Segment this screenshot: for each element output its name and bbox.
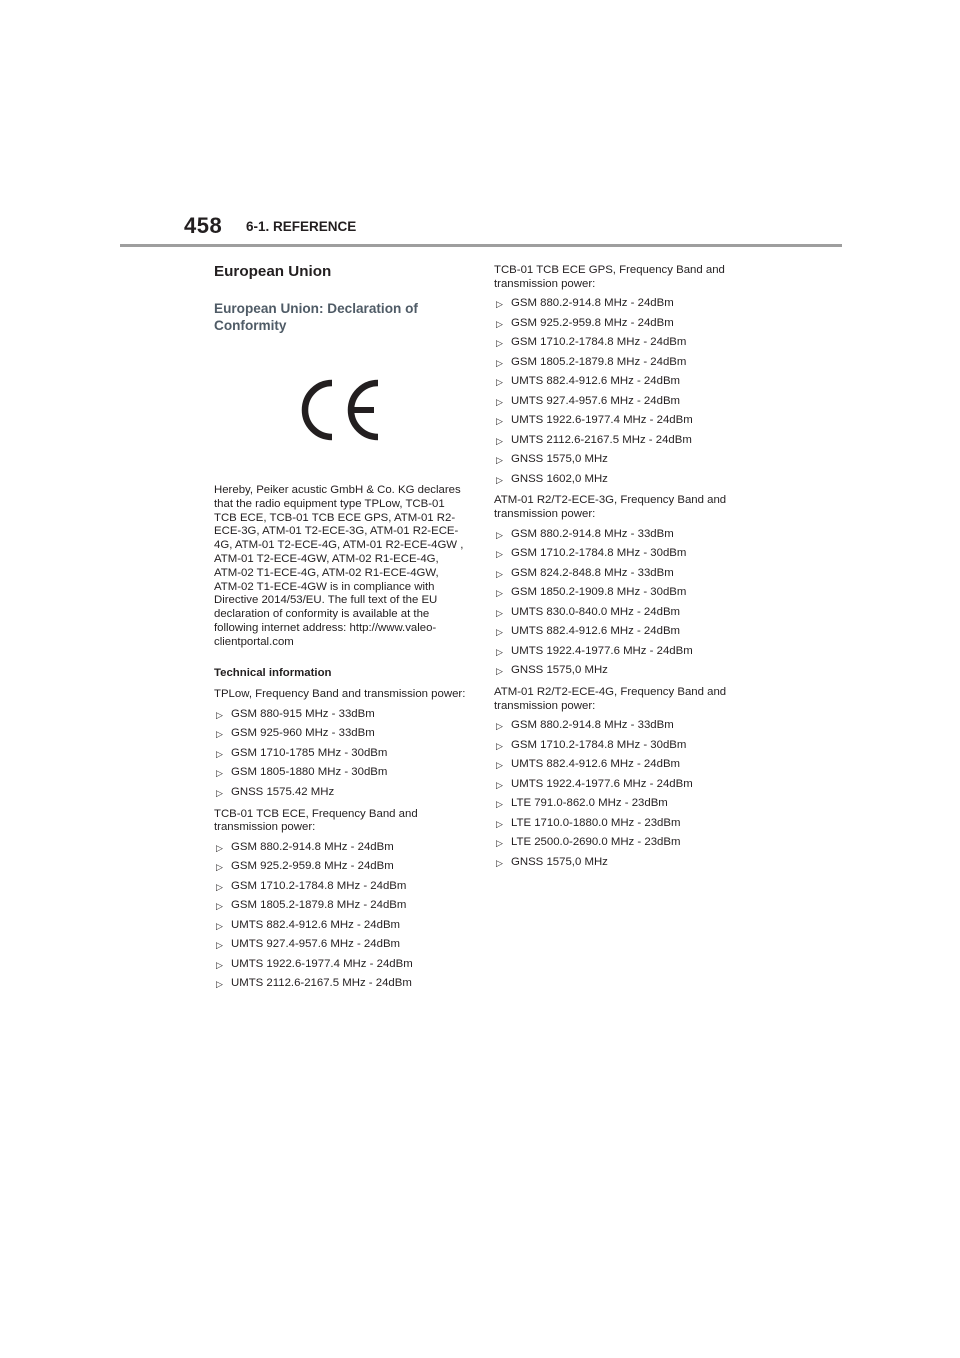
- bullet-triangle-icon: ▷: [496, 779, 503, 790]
- list-item: [494, 739, 748, 753]
- list-item: [214, 899, 468, 913]
- list-item: [494, 547, 748, 561]
- list-item-text: LTE 2500.0-2690.0 MHz - 23dBm: [511, 836, 681, 849]
- bullet-triangle-icon: ▷: [496, 299, 503, 310]
- list-item: [214, 860, 468, 874]
- list-item: [214, 919, 468, 933]
- list-item-text: GSM 925-960 MHz - 33dBm: [231, 727, 375, 740]
- list-item-text: UMTS 1922.6-1977.4 MHz - 24dBm: [231, 957, 413, 970]
- bullet-triangle-icon: ▷: [496, 357, 503, 368]
- bullet-triangle-icon: ▷: [216, 940, 223, 951]
- list-item-text: UMTS 830.0-840.0 MHz - 24dBm: [511, 605, 681, 618]
- list-item-text: GNSS 1602,0 MHz: [511, 472, 608, 485]
- bullet-triangle-icon: ▷: [496, 666, 503, 677]
- tcb-gps-list: [494, 297, 748, 486]
- list-item: [494, 645, 748, 659]
- bullet-triangle-icon: ▷: [216, 881, 223, 892]
- list-item-text: GSM 824.2-848.8 MHz - 33dBm: [511, 566, 674, 579]
- bullet-triangle-icon: ▷: [496, 474, 503, 485]
- bullet-triangle-icon: ▷: [216, 842, 223, 853]
- list-item: [494, 817, 748, 831]
- bullet-triangle-icon: ▷: [216, 959, 223, 970]
- list-item: [494, 297, 748, 311]
- list-item: [494, 434, 748, 448]
- heading-european-union: European Union: [214, 263, 332, 280]
- list-item-text: GSM 880.2-914.8 MHz - 33dBm: [511, 527, 674, 540]
- bullet-triangle-icon: ▷: [496, 740, 503, 751]
- bullet-triangle-icon: ▷: [496, 799, 503, 810]
- header-divider: [120, 244, 842, 247]
- list-item-text: GSM 925.2-959.8 MHz - 24dBm: [511, 316, 674, 329]
- list-item: [214, 938, 468, 952]
- list-item-text: UMTS 927.4-957.6 MHz - 24dBm: [231, 938, 401, 951]
- bullet-triangle-icon: ▷: [496, 455, 503, 466]
- technical-information-heading: Technical information: [214, 666, 332, 679]
- list-item: [494, 797, 748, 811]
- tcb-list: [214, 841, 468, 991]
- list-item: [494, 528, 748, 542]
- atm-3g-list: [494, 528, 748, 678]
- list-item: [214, 766, 468, 780]
- bullet-triangle-icon: ▷: [496, 760, 503, 771]
- list-item-text: GNSS 1575,0 MHz: [511, 664, 608, 677]
- list-item-text: LTE 1710.0-1880.0 MHz - 23dBm: [511, 816, 681, 829]
- list-item-text: UMTS 1922.4-1977.6 MHz - 24dBm: [511, 777, 693, 790]
- list-item-text: GSM 1850.2-1909.8 MHz - 30dBm: [511, 586, 687, 599]
- atm-4g-intro: ATM-01 R2/T2-ECE-4G, Frequency Band and transmission power:: [494, 685, 727, 712]
- declaration-text: Hereby, Peiker acustic GmbH & Co. KG declares that the radio equipment type TPLow, TCB-01 TCB ECE, TCB-01 TCB ECE GPS, ATM-01 R2-ECE-3G, ATM-01 T2-ECE-3G, ATM-01 R2-ECE-4G, ATM-01 T2-ECE-4G, ATM-01 R2-ECE-4GW , ATM-01 T2-ECE-4GW, ATM-02 R1-ECE-4G, ATM-02 T1-ECE-4G, ATM-02 R1-ECE-4GW, ATM-02 T1-ECE-4GW is in compliance with Directive 2014/53/EU. The full text of the EU declaration of conformity is available at the following internet address: http://www.valeo-clientportal.com: [214, 484, 464, 648]
- bullet-triangle-icon: ▷: [496, 377, 503, 388]
- list-item: [214, 708, 468, 722]
- list-item-text: GSM 1805-1880 MHz - 30dBm: [231, 766, 388, 779]
- bullet-triangle-icon: ▷: [216, 709, 223, 720]
- tplow-intro: TPLow, Frequency Band and transmission power:: [214, 688, 466, 701]
- list-item: [494, 856, 748, 870]
- right-column: [494, 264, 748, 869]
- list-item: [494, 836, 748, 850]
- list-item: [214, 727, 468, 741]
- list-item-text: GNSS 1575.42 MHz: [231, 785, 335, 798]
- list-item-text: GSM 1805.2-1879.8 MHz - 24dBm: [511, 355, 687, 368]
- list-item-text: UMTS 882.4-912.6 MHz - 24dBm: [511, 758, 681, 771]
- bullet-triangle-icon: ▷: [496, 396, 503, 407]
- list-item-text: GSM 1805.2-1879.8 MHz - 24dBm: [231, 899, 407, 912]
- bullet-triangle-icon: ▷: [496, 318, 503, 329]
- list-item: [494, 414, 748, 428]
- list-item-text: GSM 925.2-959.8 MHz - 24dBm: [231, 860, 394, 873]
- list-item: [214, 958, 468, 972]
- list-item-text: UMTS 927.4-957.6 MHz - 24dBm: [511, 394, 681, 407]
- left-column: [214, 262, 468, 991]
- list-item: [494, 625, 748, 639]
- list-item: [494, 758, 748, 772]
- list-item-text: GSM 880.2-914.8 MHz - 24dBm: [231, 840, 394, 853]
- list-item-text: GSM 1710.2-1784.8 MHz - 30dBm: [511, 547, 687, 560]
- list-item-text: GSM 880.2-914.8 MHz - 33dBm: [511, 719, 674, 732]
- list-item-text: UMTS 2112.6-2167.5 MHz - 24dBm: [231, 977, 412, 990]
- bullet-triangle-icon: ▷: [216, 901, 223, 912]
- list-item-text: GSM 1710.2-1784.8 MHz - 24dBm: [231, 879, 407, 892]
- list-item: [214, 841, 468, 855]
- list-item: [494, 606, 748, 620]
- list-item: [494, 395, 748, 409]
- page-number: 458: [184, 213, 223, 238]
- bullet-triangle-icon: ▷: [216, 748, 223, 759]
- bullet-triangle-icon: ▷: [216, 920, 223, 931]
- bullet-triangle-icon: ▷: [496, 588, 503, 599]
- ce-mark-icon: [294, 377, 382, 443]
- list-item-text: GSM 1710-1785 MHz - 30dBm: [231, 746, 388, 759]
- bullet-triangle-icon: ▷: [496, 857, 503, 868]
- list-item: [494, 778, 748, 792]
- bullet-triangle-icon: ▷: [496, 338, 503, 349]
- bullet-triangle-icon: ▷: [496, 416, 503, 427]
- list-item-text: UMTS 1922.6-1977.4 MHz - 24dBm: [511, 414, 693, 427]
- list-item: [214, 747, 468, 761]
- list-item: [494, 317, 748, 331]
- bullet-triangle-icon: ▷: [496, 838, 503, 849]
- bullet-triangle-icon: ▷: [496, 607, 503, 618]
- bullet-triangle-icon: ▷: [216, 979, 223, 990]
- bullet-triangle-icon: ▷: [496, 646, 503, 657]
- list-item: [494, 375, 748, 389]
- bullet-triangle-icon: ▷: [216, 787, 223, 798]
- list-item: [214, 977, 468, 991]
- list-item: [494, 473, 748, 487]
- atm-3g-intro: ATM-01 R2/T2-ECE-3G, Frequency Band and transmission power:: [494, 494, 727, 521]
- list-item-text: UMTS 882.4-912.6 MHz - 24dBm: [511, 625, 681, 638]
- tcb-intro: TCB-01 TCB ECE, Frequency Band and transmission power:: [214, 807, 418, 834]
- list-item-text: GNSS 1575,0 MHz: [511, 453, 608, 466]
- bullet-triangle-icon: ▷: [496, 529, 503, 540]
- list-item-text: GNSS 1575,0 MHz: [511, 855, 608, 868]
- section-title: 6-1. REFERENCE: [246, 219, 357, 234]
- bullet-triangle-icon: ▷: [216, 768, 223, 779]
- list-item: [214, 786, 468, 800]
- bullet-triangle-icon: ▷: [496, 549, 503, 560]
- list-item: [494, 586, 748, 600]
- bullet-triangle-icon: ▷: [216, 862, 223, 873]
- heading-declaration-of-conformity: European Union: Declaration of Conformity: [214, 301, 418, 333]
- list-item: [494, 336, 748, 350]
- bullet-triangle-icon: ▷: [216, 729, 223, 740]
- list-item-text: UMTS 2112.6-2167.5 MHz - 24dBm: [511, 433, 692, 446]
- list-item-text: LTE 791.0-862.0 MHz - 23dBm: [511, 797, 668, 810]
- bullet-triangle-icon: ▷: [496, 818, 503, 829]
- list-item: [494, 453, 748, 467]
- list-item-text: GSM 880-915 MHz - 33dBm: [231, 707, 375, 720]
- bullet-triangle-icon: ▷: [496, 721, 503, 732]
- list-item-text: GSM 880.2-914.8 MHz - 24dBm: [511, 297, 674, 310]
- list-item-text: GSM 1710.2-1784.8 MHz - 30dBm: [511, 738, 687, 751]
- bullet-triangle-icon: ▷: [496, 435, 503, 446]
- list-item: [214, 880, 468, 894]
- list-item: [494, 356, 748, 370]
- bullet-triangle-icon: ▷: [496, 568, 503, 579]
- list-item-text: UMTS 1922.4-1977.6 MHz - 24dBm: [511, 644, 693, 657]
- list-item: [494, 664, 748, 678]
- list-item-text: GSM 1710.2-1784.8 MHz - 24dBm: [511, 336, 687, 349]
- atm-4g-list: [494, 719, 748, 869]
- page-header: [0, 0, 960, 250]
- list-item: [494, 567, 748, 581]
- list-item-text: UMTS 882.4-912.6 MHz - 24dBm: [511, 375, 681, 388]
- bullet-triangle-icon: ▷: [496, 627, 503, 638]
- list-item-text: UMTS 882.4-912.6 MHz - 24dBm: [231, 918, 401, 931]
- tcb-gps-intro: TCB-01 TCB ECE GPS, Frequency Band and transmission power:: [494, 264, 725, 290]
- list-item: [494, 719, 748, 733]
- tplow-list: [214, 708, 468, 800]
